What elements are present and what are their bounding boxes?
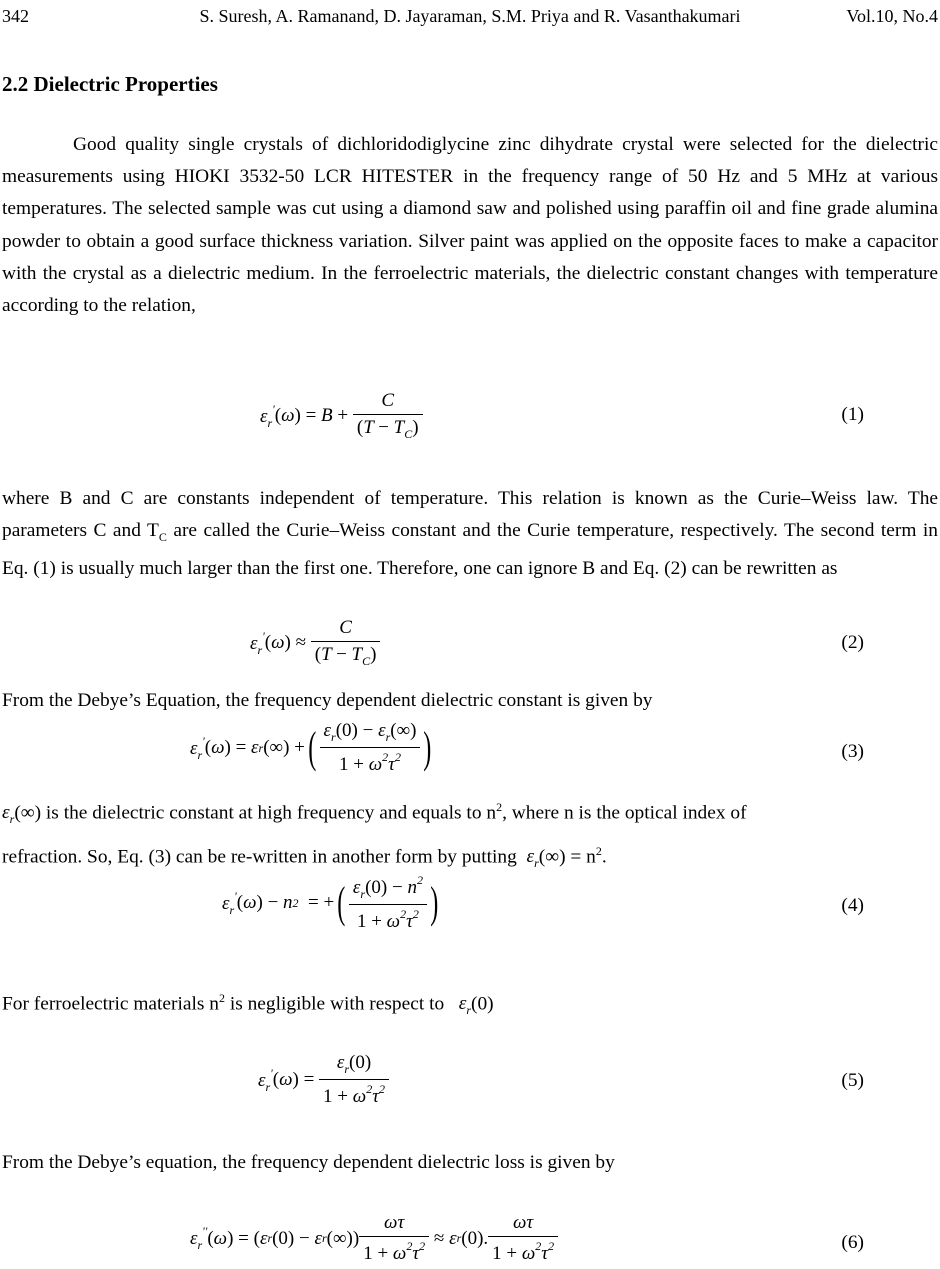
equation-2: $\varepsilon_r'$ ( ω ) ≈ $\frac{C}{(T - T_C)}$ <box>250 617 380 669</box>
equation-1: $\varepsilon_r'$ ( ω ) = B + $\frac{C}{(T - T_C)}$ <box>260 390 423 442</box>
section-title: 2.2 Dielectric Properties <box>2 72 218 96</box>
header-authors: S. Suresh, A. Ramanand, D. Jayaraman, S.M. Priya and R. Vasanthakumari <box>199 6 741 26</box>
header-volume: Vol.10, No.4 <box>846 6 938 26</box>
equation-number-2: (2) <box>841 632 864 653</box>
equation-number-1: (1) <box>841 404 864 425</box>
equation-number-4: (4) <box>841 895 864 916</box>
equation-3: $\varepsilon_r'$ ( ω ) = ε r (∞) + ( $\frac{\varepsilon_r(0) - \varepsilon_r(\infty)}{1 + \omega^2\tau^2}$ ) <box>190 720 432 775</box>
paragraph-intro: Good quality single crystals of dichloridodiglycine zinc dihydrate crystal were selected for the dielectric measurements using HIOKI 3532-50 LCR HITESTER in the frequency range of 50 Hz and 5 MHz at various temperatures. The selected sample was cut using a diamond saw and polished using paraffin oil and fine grade alumina powder to obtain a good surface thickness variation. Silver paint was applied on the opposite faces to make a capacitor with the crystal as a dielectric medium. In the ferroelectric materials, the dielectric constant changes with temperature according to the relation, <box>2 134 938 317</box>
equation-number-3: (3) <box>841 741 864 762</box>
running-header <box>2 2 938 30</box>
text-high-frequency-1: $\varepsilon_r(\infty)$ is the dielectric constant at high frequency and equals to $n^2$, where n is the optical index of <box>2 800 747 827</box>
text-debye-loss: From the Debye’s equation, the frequency dependent dielectric loss is given by <box>2 1152 615 1173</box>
equation-number-6: (6) <box>841 1232 864 1253</box>
equation-number-5: (5) <box>841 1070 864 1091</box>
equation-4: $\varepsilon_r'$ ( ω ) − n 2 = + ( $\frac{\varepsilon_r(0) - n^2}{1 + \omega^2\tau^2}$ ) <box>222 873 439 932</box>
paragraph-curie-weiss: where B and C are constants independent of temperature. This relation is known as the Curie–Weiss law. The parameters C and $T_C$ are called the Curie–Weiss constant and the Curie temperature, respectively. The second term in Eq. (1) is usually much larger than the first one. Therefore, one can ignore B and Eq. (2) can be rewritten as <box>2 488 938 580</box>
text-ferroelectric: For ferroelectric materials $n^2$ is negligible with respect to $\varepsilon_r(0)$ <box>2 991 494 1018</box>
page-number: 342 <box>2 6 29 26</box>
text-high-frequency-2: refraction. So, Eq. (3) can be re-written in another form by putting $\varepsilon_r(\infty) = n^2$. <box>2 844 607 871</box>
equation-6: $\varepsilon_r''$ ( ω ) = ( ε r (0) − ε r (∞)) $\frac{\omega\tau}{1 + \omega^2\tau^2}$ ≈ ε r (0). $\frac{\omega\tau}{1 + \omega^2\tau^2}$ <box>190 1212 558 1265</box>
text-debye-constant: From the Debye’s Equation, the frequency dependent dielectric constant is given by <box>2 690 653 711</box>
equation-5: $\varepsilon_r'$ ( ω ) = $\frac{\varepsilon_r(0)}{1 + \omega^2\tau^2}$ <box>258 1052 389 1108</box>
